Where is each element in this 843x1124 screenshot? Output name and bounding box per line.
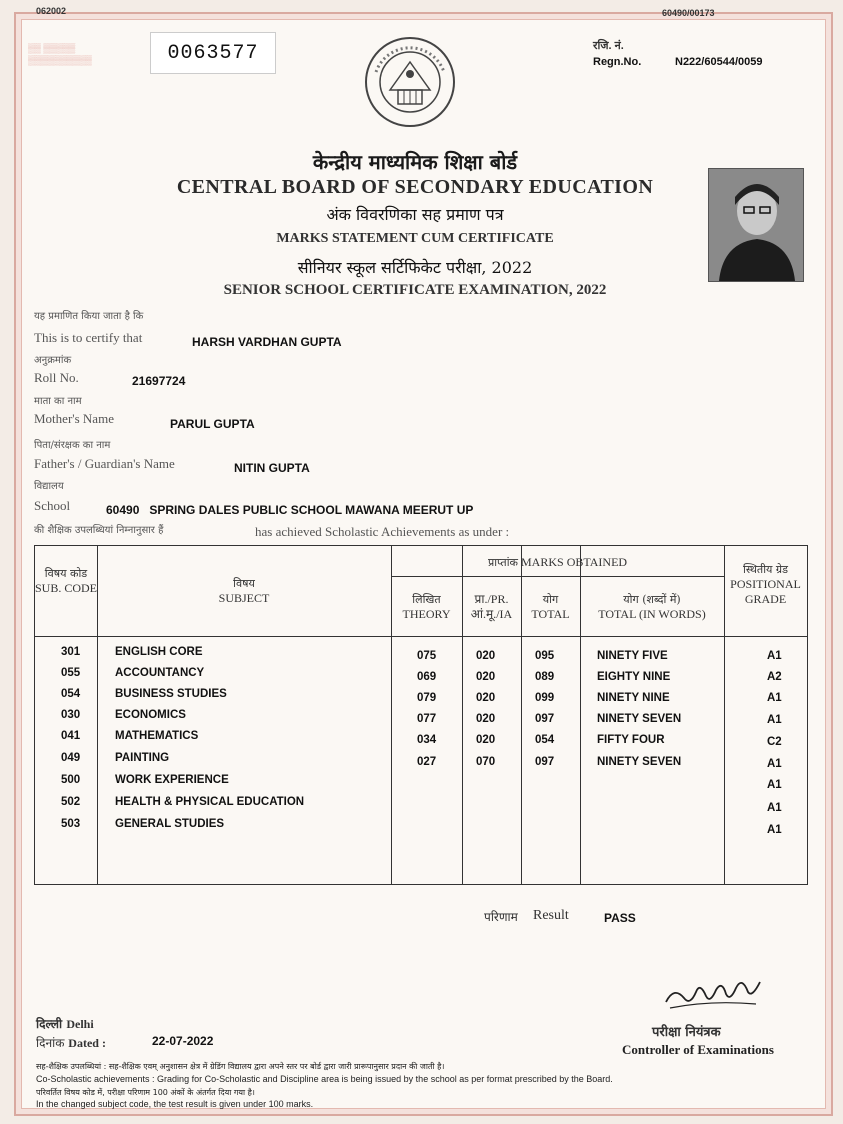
controller-label: Controller of Examinations	[622, 1042, 774, 1057]
exam-title-hindi: सीनियर स्कूल सर्टिफिकेट परीक्षा, 2022	[297, 258, 533, 277]
board-name: CENTRAL BOARD OF SECONDARY EDUCATION	[176, 176, 654, 198]
board-name-hindi: केन्द्रीय माध्यमिक शिक्षा बोर्ड	[312, 150, 518, 174]
corner-code-left: 062002	[36, 6, 67, 16]
cell-total-words: FIFTY FOUR	[597, 734, 665, 746]
cell-theory: 077	[417, 713, 437, 725]
controller-label-hindi: परीक्षा नियंत्रक	[652, 1025, 721, 1040]
cell-total-words: NINETY SEVEN	[597, 713, 682, 725]
cell-subject: ACCOUNTANCY	[115, 667, 205, 679]
header-total: योग TOTAL	[531, 593, 570, 621]
cell-code: 502	[61, 796, 81, 808]
cell-practical: 020	[476, 671, 496, 683]
header-sub-code: विषय कोड SUB. CODE	[35, 567, 98, 595]
cell-total-words: NINETY NINE	[597, 692, 670, 704]
cell-total: 089	[535, 671, 555, 683]
cell-subject: MATHEMATICS	[115, 730, 199, 742]
cell-practical: 020	[476, 692, 496, 704]
father-name: NITIN GUPTA	[234, 461, 310, 475]
cell-total: 097	[535, 756, 555, 768]
result-label-hindi: परिणाम	[484, 910, 518, 924]
mother-name: PARUL GUPTA	[170, 417, 255, 431]
table-row	[35, 730, 807, 750]
cell-total: 054	[535, 734, 555, 746]
header-practical: प्रा./PR. आं.मू./IA	[470, 592, 513, 621]
table-row	[35, 667, 807, 687]
note-line-2: Co-Scholastic achievements : Grading for Co-Scholastic and Discipline area is being issued by the school as per format prescribed by the Board.	[36, 1074, 613, 1084]
student-photo	[708, 168, 804, 282]
cell-total-words: NINETY FIVE	[597, 650, 668, 662]
note-line-1: सह-शैक्षिक उपलब्धियां : सह-शैक्षिक एवम् अनुशासन क्षेत्र में ग्रेडिंग विद्यालय द्वारा अपने स्तर पर बोर्ड द्वारा जारी प्रारूपानुसार प्रदान की जाती है।	[36, 1062, 445, 1071]
cell-grade: C2	[767, 736, 782, 748]
result-label: Result	[533, 908, 569, 923]
cell-total-words: NINETY SEVEN	[597, 756, 682, 768]
date-value: 22-07-2022	[152, 1034, 214, 1048]
student-name: HARSH VARDHAN GUPTA	[192, 335, 342, 349]
cell-practical: 020	[476, 650, 496, 662]
cell-subject: GENERAL STUDIES	[115, 818, 225, 830]
certificate-number: 0063577	[150, 32, 276, 74]
mother-label-hindi: माता का नाम	[34, 396, 82, 407]
school-name: 60490 SPRING DALES PUBLIC SCHOOL MAWANA MEERUT UP	[106, 503, 474, 517]
cell-theory: 075	[417, 650, 437, 662]
cell-theory: 079	[417, 692, 437, 704]
roll-label-hindi: अनुक्रमांक	[34, 355, 72, 366]
corner-code-right: 60490/00173	[662, 8, 715, 18]
cell-subject: HEALTH & PHYSICAL EDUCATION	[115, 796, 305, 808]
achievement-label-hindi: की शैक्षिक उपलब्धियां निम्नानुसार हैं	[34, 525, 164, 536]
cell-code: 500	[61, 774, 81, 786]
father-label-hindi: पिता/संरक्षक का नाम	[34, 440, 111, 451]
cell-subject: PAINTING	[115, 752, 170, 764]
cell-theory: 027	[417, 756, 437, 768]
cell-code: 055	[61, 667, 81, 679]
achievement-label: has achieved Scholastic Achievements as under :	[255, 524, 510, 539]
school-label-hindi: विद्यालय	[34, 481, 64, 492]
result-value: PASS	[604, 911, 636, 925]
cell-total-words: EIGHTY NINE	[597, 671, 671, 683]
table-row	[35, 796, 807, 816]
header-subject: विषय SUBJECT	[218, 577, 270, 605]
cell-theory: 069	[417, 671, 437, 683]
place: दिल्ली Delhi	[36, 1017, 94, 1031]
header-total-words: योग (शब्दों में) TOTAL (IN WORDS)	[598, 593, 706, 621]
father-label: Father's / Guardian's Name	[34, 456, 175, 471]
cell-code: 049	[61, 752, 81, 764]
cell-practical: 020	[476, 713, 496, 725]
cell-code: 301	[61, 646, 81, 658]
cell-code: 030	[61, 709, 81, 721]
cell-grade: A2	[767, 671, 782, 683]
marks-table	[34, 545, 808, 885]
table-row	[35, 774, 807, 794]
cell-code: 054	[61, 688, 81, 700]
regn-label-hindi: रजि. नं.	[593, 40, 624, 52]
cell-total: 095	[535, 650, 555, 662]
doc-title: MARKS STATEMENT CUM CERTIFICATE	[276, 231, 554, 246]
cell-subject: ECONOMICS	[115, 709, 186, 721]
cell-subject: ENGLISH CORE	[115, 646, 203, 658]
roll-label: Roll No.	[34, 370, 79, 385]
controller-signature	[660, 968, 770, 1018]
date-label: दिनांक Dated :	[36, 1036, 106, 1050]
school-label: School	[34, 498, 71, 513]
cell-practical: 070	[476, 756, 496, 768]
roll-number: 21697724	[132, 374, 186, 388]
regn-label: Regn.No.	[593, 56, 642, 68]
table-row	[35, 752, 807, 772]
header-theory: लिखित THEORY	[402, 593, 451, 621]
cell-grade: A1	[767, 779, 782, 791]
header-positional-grade: स्थितीय ग्रेड POSITIONAL GRADE	[730, 563, 801, 606]
cell-practical: 020	[476, 734, 496, 746]
cell-total: 099	[535, 692, 555, 704]
cell-total: 097	[535, 713, 555, 725]
cell-grade: A1	[767, 714, 782, 726]
certify-label-hindi: यह प्रमाणित किया जाता है कि	[34, 311, 144, 322]
note-line-4: In the changed subject code, the test result is given under 100 marks.	[36, 1099, 314, 1109]
certify-label: This is to certify that	[34, 330, 143, 345]
header-marks-obtained: प्राप्तांक MARKS OBTAINED	[487, 555, 628, 569]
cell-grade: A1	[767, 692, 782, 704]
doc-title-hindi: अंक विवरणिका सह प्रमाण पत्र	[326, 205, 504, 224]
table-row	[35, 688, 807, 708]
cell-subject: WORK EXPERIENCE	[115, 774, 229, 786]
faint-stamp-text: ▒▒ ▒▒▒▒▒ ▒▒▒▒▒▒▒▒▒▒	[28, 43, 92, 65]
mother-label: Mother's Name	[34, 411, 114, 426]
table-row	[35, 709, 807, 729]
regn-value: N222/60544/0059	[675, 56, 763, 68]
cell-subject: BUSINESS STUDIES	[115, 688, 227, 700]
cell-grade: A1	[767, 650, 782, 662]
cbse-seal-icon	[362, 32, 458, 136]
cell-code: 041	[61, 730, 81, 742]
table-row	[35, 646, 807, 666]
cell-grade: A1	[767, 824, 782, 836]
table-row	[35, 818, 807, 838]
cell-grade: A1	[767, 758, 782, 770]
exam-title: SENIOR SCHOOL CERTIFICATE EXAMINATION, 2022	[223, 282, 607, 298]
cell-code: 503	[61, 818, 81, 830]
cell-grade: A1	[767, 802, 782, 814]
note-line-3: परिवर्तित विषय कोड में, परीक्षा परिणाम 100 अंकों के अंतर्गत दिया गया है।	[36, 1088, 255, 1097]
cell-theory: 034	[417, 734, 437, 746]
